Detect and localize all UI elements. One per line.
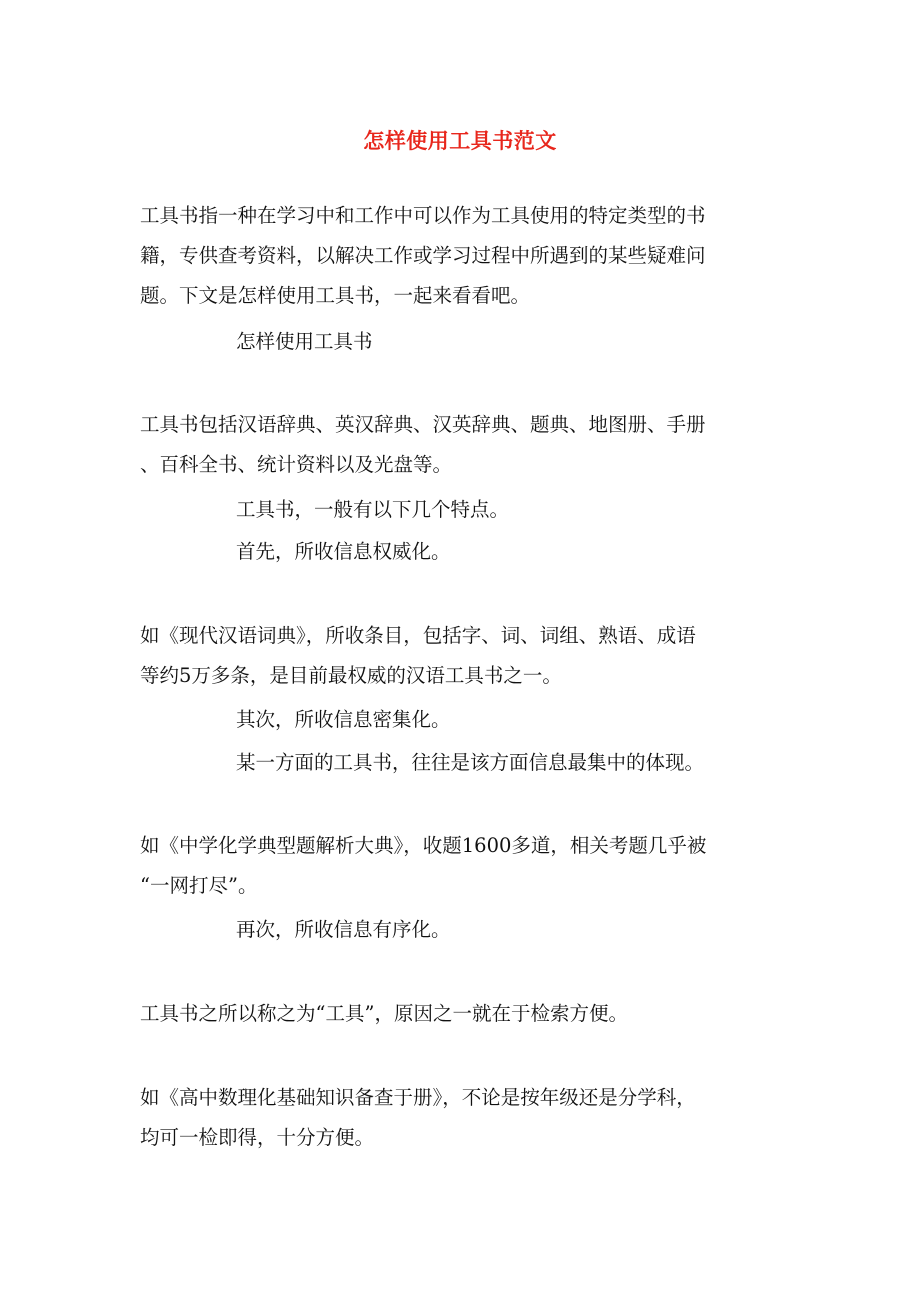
example-2-line-1: 如《中学化学典型题解析大典》，收题1600多道，相关考题几乎被 — [140, 834, 707, 857]
intro-line-2: 籍，专供查考资料，以解决工作或学习过程中所遇到的某些疑难问 — [140, 244, 706, 267]
second-detail: 某一方面的工具书，往往是该方面信息最集中的体现。 — [236, 751, 705, 774]
example-3-line-2: 均可一检即得，十分方便。 — [140, 1126, 375, 1149]
section-subtitle: 怎样使用工具书 — [236, 330, 373, 353]
types-line-1: 工具书包括汉语辞典、英汉辞典、汉英辞典、题典、地图册、手册 — [140, 413, 706, 436]
intro-line-3: 题。下文是怎样使用工具书，一起来看看吧。 — [140, 284, 531, 307]
example-1-line-1: 如《现代汉语词典》，所收条目，包括字、词、词组、熟语、成语 — [140, 624, 696, 647]
types-line-2: 、百科全书、统计资料以及光盘等。 — [140, 453, 453, 476]
types-paragraph — [140, 405, 780, 485]
intro-paragraph — [140, 196, 780, 316]
third-point: 再次，所收信息有序化。 — [236, 918, 451, 941]
first-point: 首先，所收信息权威化。 — [236, 540, 451, 563]
features-intro: 工具书，一般有以下几个特点。 — [236, 498, 510, 521]
example-2-paragraph — [140, 826, 780, 906]
example-3-line-1: 如《高中数理化基础知识备查于册》，不论是按年级还是分学科， — [140, 1086, 696, 1109]
tool-reason — [140, 994, 780, 1034]
example-1-line-2: 等约5万多条，是目前最权威的汉语工具书之一。 — [140, 664, 562, 687]
example-1-paragraph — [140, 616, 780, 696]
example-3-paragraph — [140, 1078, 780, 1158]
example-2-line-2: “一网打尽”。 — [140, 874, 258, 897]
second-point: 其次，所收信息密集化。 — [236, 708, 451, 731]
intro-line-1: 工具书指一种在学习中和工作中可以作为工具使用的特定类型的书 — [140, 204, 706, 227]
document-title: 怎样使用工具书范文 — [363, 128, 557, 154]
tool-reason-line: 工具书之所以称之为“工具”，原因之一就在于检索方便。 — [140, 1002, 628, 1025]
